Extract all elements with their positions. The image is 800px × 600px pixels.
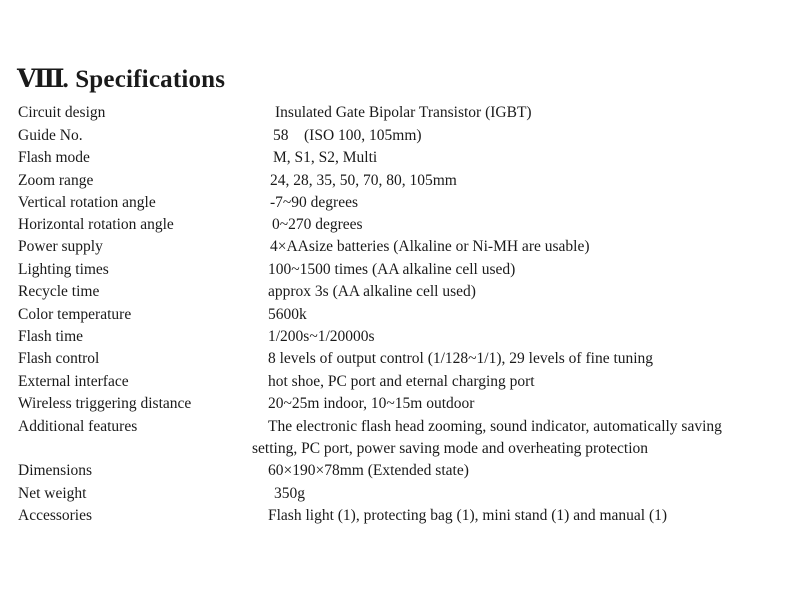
spec-value: -7~90 degrees <box>270 194 359 211</box>
spec-value: Insulated Gate Bipolar Transistor (IGBT) <box>275 104 532 121</box>
spec-label: Lighting times <box>18 261 109 278</box>
spec-label: Guide No. <box>18 127 83 144</box>
spec-label: Power supply <box>18 238 103 255</box>
spec-label: Flash control <box>18 350 100 367</box>
spec-row <box>0 281 800 303</box>
spec-label: Wireless triggering distance <box>18 395 192 412</box>
spec-row <box>0 483 800 505</box>
spec-row <box>0 348 800 370</box>
spec-row <box>0 125 800 147</box>
spec-row <box>0 460 800 482</box>
spec-label: Flash mode <box>18 149 90 166</box>
spec-value: M, S1, S2, Multi <box>273 149 378 166</box>
spec-value: 0~270 degrees <box>272 216 363 233</box>
spec-label: External interface <box>18 373 129 390</box>
section-numeral: Ⅷ. <box>17 66 67 93</box>
spec-value: 58 (ISO 100, 105mm) <box>273 127 422 144</box>
spec-label: Color temperature <box>18 306 132 323</box>
spec-row <box>0 214 800 236</box>
spec-row <box>0 192 800 214</box>
spec-row <box>0 170 800 192</box>
spec-row <box>0 416 800 438</box>
spec-value: 5600k <box>268 306 307 323</box>
spec-label: Vertical rotation angle <box>18 194 156 211</box>
spec-label: Dimensions <box>18 462 93 479</box>
spec-row <box>0 259 800 281</box>
spec-row <box>0 393 800 415</box>
spec-row <box>0 236 800 258</box>
spec-value-continuation: setting, PC port, power saving mode and overheating protection <box>252 440 649 457</box>
spec-value: 1/200s~1/20000s <box>268 328 375 345</box>
spec-value: 8 levels of output control (1/128~1/1), 29 levels of fine tuning <box>268 350 654 367</box>
spec-label: Flash time <box>18 328 84 345</box>
spec-row <box>0 371 800 393</box>
spec-label: Horizontal rotation angle <box>18 216 174 233</box>
spec-label: Net weight <box>18 485 87 502</box>
spec-row <box>0 102 800 124</box>
spec-value: hot shoe, PC port and eternal charging port <box>268 373 535 390</box>
spec-value: Flash light (1), protecting bag (1), mini stand (1) and manual (1) <box>268 507 668 524</box>
spec-value: The electronic flash head zooming, sound indicator, automatically saving <box>268 418 722 435</box>
spec-row <box>0 304 800 326</box>
spec-row-continuation <box>0 438 800 460</box>
spec-value: approx 3s (AA alkaline cell used) <box>268 283 476 300</box>
spec-value: 4×AAsize batteries (Alkaline or Ni-MH are usable) <box>270 238 590 255</box>
spec-label: Recycle time <box>18 283 100 300</box>
section-title-text: Specifications <box>75 66 226 93</box>
spec-value: 100~1500 times (AA alkaline cell used) <box>268 261 516 278</box>
spec-row <box>0 326 800 348</box>
spec-value: 24, 28, 35, 50, 70, 80, 105mm <box>270 172 457 189</box>
spec-value: 60×190×78mm (Extended state) <box>268 462 469 479</box>
spec-label: Circuit design <box>18 104 106 121</box>
spec-row <box>0 505 800 527</box>
spec-value: 350g <box>274 485 305 502</box>
spec-label: Zoom range <box>18 172 94 189</box>
spec-label: Additional features <box>18 418 138 435</box>
spec-row <box>0 147 800 169</box>
spec-label: Accessories <box>18 507 93 524</box>
spec-value: 20~25m indoor, 10~15m outdoor <box>268 395 475 412</box>
